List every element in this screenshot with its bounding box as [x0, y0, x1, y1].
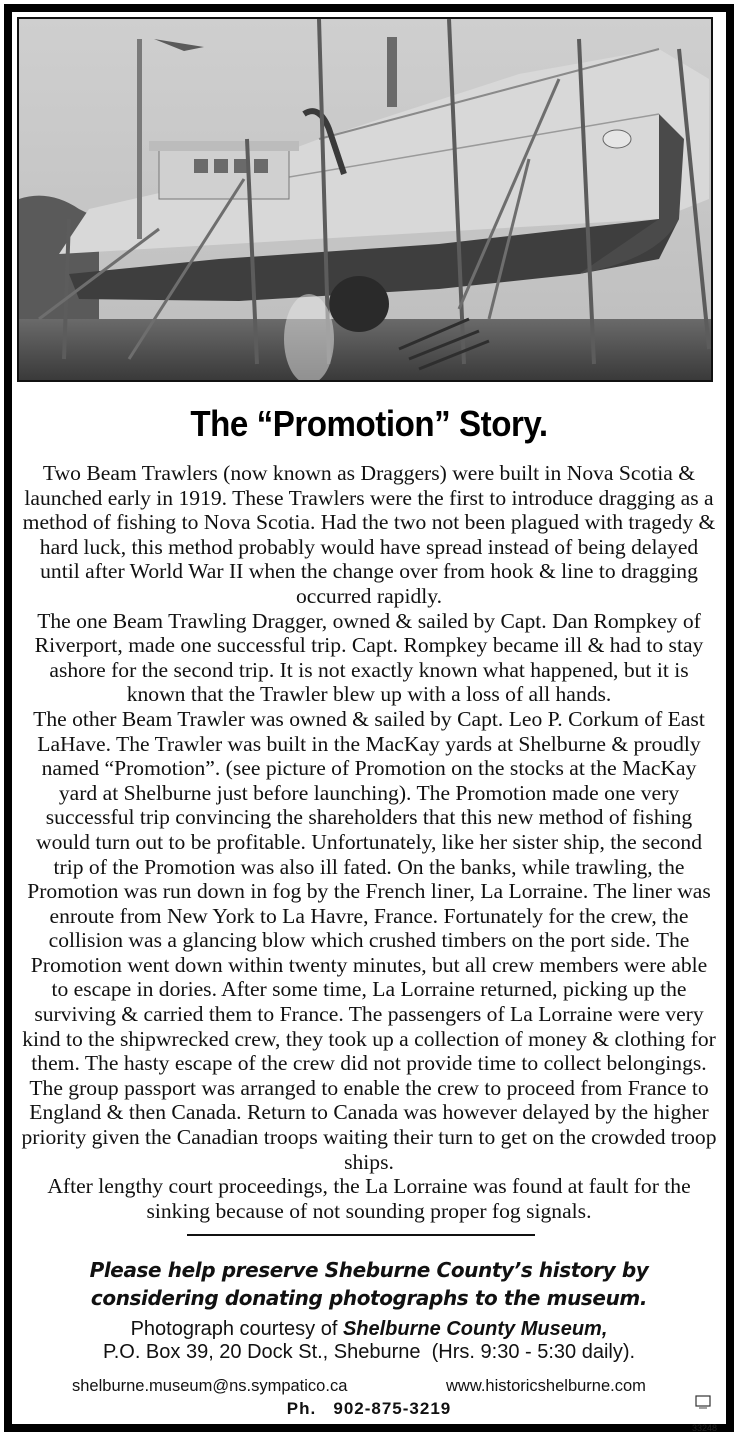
- museum-address: P.O. Box 39, 20 Dock St., Sheburne (Hrs. 9:30 - 5:30 daily).: [102, 1341, 636, 1363]
- monitor-icon: [695, 1395, 711, 1409]
- story-body: [20, 461, 718, 1223]
- story-paragraph: The group passport was arranged to enable the crew to proceed from France to England & then Canada. Return to Canada was however delayed by the higher priority given the Canadian troops waiting their turn to get on the crowded troop ships.: [21, 1075, 717, 1174]
- story-paragraph: Two Beam Trawlers (now known as Draggers) were built in Nova Scotia & launched early in 1919. These Trawlers were the first to introduce dragging as a method of fishing to Nova Scotia. Had the two not been plagued with tragedy & hard luck, this method probably would have spread instead of being delayed until after World War II when the change over from hook & line to dragging occurred rapidly.: [22, 461, 716, 608]
- phone-number: Ph. 902-875-3219: [286, 1399, 452, 1418]
- story-title: The “Promotion” Story.: [190, 403, 548, 444]
- photo-credit: [12, 1318, 726, 1364]
- story-paragraph: After lengthy court proceedings, the La Lorraine was found at fault for the sinking because of not sounding proper fog signals.: [47, 1174, 691, 1223]
- ad-frame: [4, 4, 734, 1432]
- section-divider: [187, 1234, 535, 1236]
- credit-prefix: Photograph courtesy of: [130, 1318, 343, 1340]
- donation-appeal: [12, 1256, 726, 1312]
- story-paragraph: The one Beam Trawling Dragger, owned & sailed by Capt. Dan Rompkey of Riverport, made one successful trip. Capt. Rompkey became ill & had to stay ashore for the second trip. It is not exactly known what happened, but it is known that the Trawler blew up with a loss of all hands.: [34, 608, 704, 707]
- email-link[interactable]: shelburne.museum@ns.sympatico.ca: [72, 1377, 348, 1395]
- story-paragraph: The other Beam Trawler was owned & sailed by Capt. Leo P. Corkum of East LaHave. The Trawler was built in the MacKay yards at Shelburne & proudly named “Promotion”. (see picture of Promotion on the stocks at the MacKay yard at Shelburne just before launching). The Promotion made one very successful trip convincing the shareholders that this new method of fishing would turn out to be profitable. Unfortunately, like her sister ship, the second trip of the Promotion was also ill fated. On the banks, while trawling, the Promotion was run down in fog by the French liner, La Lorraine. The liner was enroute from New York to La Havre, France. Fortunately for the crew, the collision was a glancing blow which crushed timbers on the port side. The Promotion went down within twenty minutes, but all crew members were able to escape in dories. After some time, La Lorraine returned, picking up the surviving & carried them to France. The passengers of La Lorraine were very kind to the shipwrecked crew, they took up a collection of money & clothing for them. The hasty escape of the crew did not provide time to collect belongings.: [22, 706, 716, 1076]
- ad-number: 33248: [692, 1423, 718, 1433]
- credit-line: [12, 1318, 726, 1341]
- trawler-photo-image: [19, 19, 711, 380]
- appeal-line: considering donating photographs to the museum.: [90, 1286, 648, 1310]
- website-link[interactable]: www.historicshelburne.com: [446, 1377, 646, 1395]
- trawler-photo: [17, 17, 713, 382]
- museum-name: Shelburne County Museum,: [342, 1318, 608, 1340]
- appeal-line: Please help preserve Sheburne County’s history by: [89, 1258, 649, 1282]
